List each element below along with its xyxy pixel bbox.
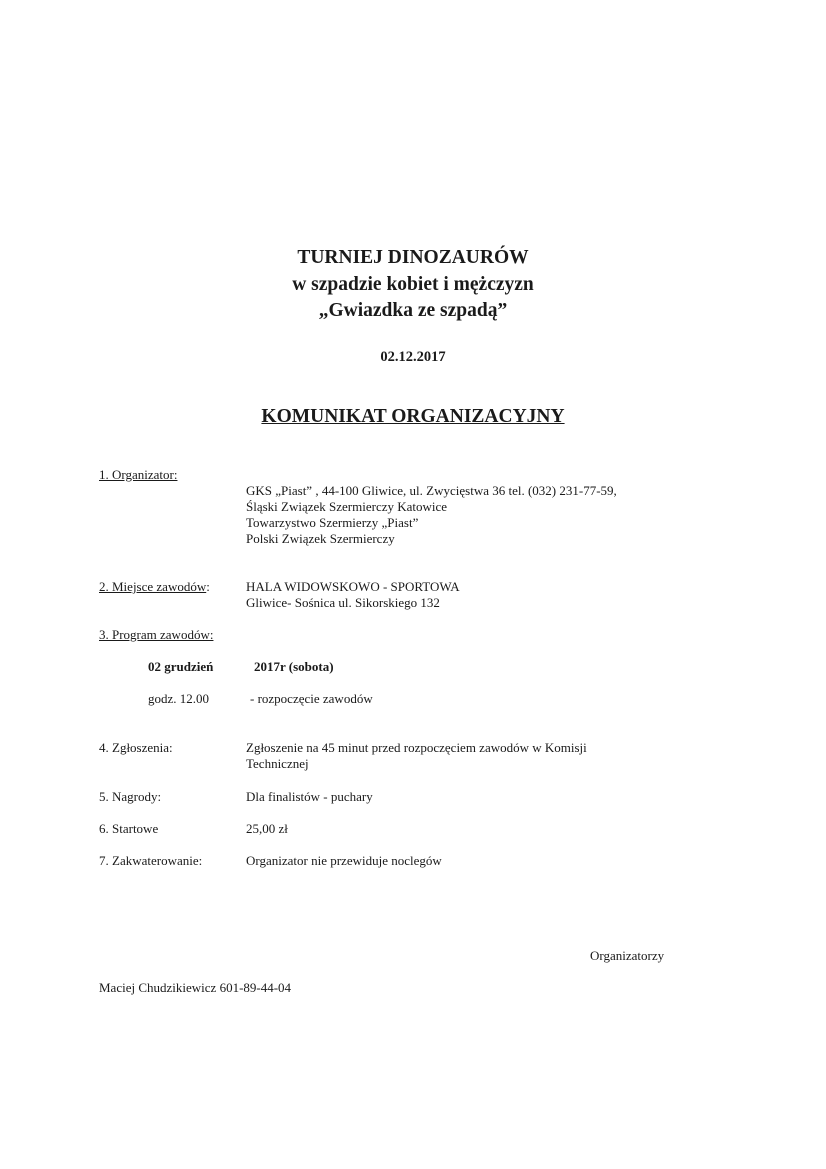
venue-label-text: 2. Miejsce zawodów: [99, 579, 207, 594]
organizer-line: Polski Związek Szermierczy: [246, 531, 395, 546]
document-heading: KOMUNIKAT ORGANIZACYJNY: [261, 406, 565, 427]
organizer-label: 1. Organizator:: [99, 467, 178, 482]
event-date: 02.12.2017: [380, 349, 446, 365]
event-name: „Gwiazdka ze szpadą”: [318, 300, 508, 321]
program-event: - rozpoczęcie zawodów: [250, 691, 373, 706]
venue-address: Gliwice- Sośnica ul. Sikorskiego 132: [246, 595, 440, 610]
organizer-line: Śląski Związek Szermierczy Katowice: [246, 499, 448, 514]
registration-text: Technicznej: [246, 756, 309, 771]
accommodation-label: 7. Zakwaterowanie:: [99, 853, 203, 868]
document-title: TURNIEJ DINOZAURÓW: [297, 247, 529, 268]
organizer-line: Towarzystwo Szermierzy „Piast”: [246, 515, 419, 530]
program-year: 2017r (sobota): [254, 659, 334, 674]
organizer-line: GKS „Piast” , 44-100 Gliwice, ul. Zwycięstwa 36 tel. (032) 231-77-59,: [246, 483, 617, 498]
registration-text: Zgłoszenie na 45 minut przed rozpoczęciem zawodów w Komisji: [246, 740, 587, 755]
prizes-value: Dla finalistów - puchary: [246, 789, 373, 804]
fee-value: 25,00 zł: [246, 821, 288, 836]
program-time: godz. 12.00: [148, 691, 210, 706]
venue-name: HALA WIDOWSKOWO - SPORTOWA: [246, 579, 460, 594]
registration-label: 4. Zgłoszenia:: [99, 740, 173, 755]
venue-label-colon: :: [206, 579, 210, 594]
document-subtitle: w szpadzie kobiet i mężczyzn: [292, 274, 534, 295]
contact-info: Maciej Chudzikiewicz 601-89-44-04: [99, 980, 292, 995]
fee-label: 6. Startowe: [99, 821, 159, 836]
program-label: 3. Program zawodów:: [99, 627, 214, 642]
venue-label: [99, 579, 210, 595]
accommodation-value: Organizator nie przewiduje noclegów: [246, 853, 442, 868]
program-day: 02 grudzień: [148, 659, 214, 674]
signature: Organizatorzy: [590, 948, 665, 963]
prizes-label: 5. Nagrody:: [99, 789, 162, 804]
